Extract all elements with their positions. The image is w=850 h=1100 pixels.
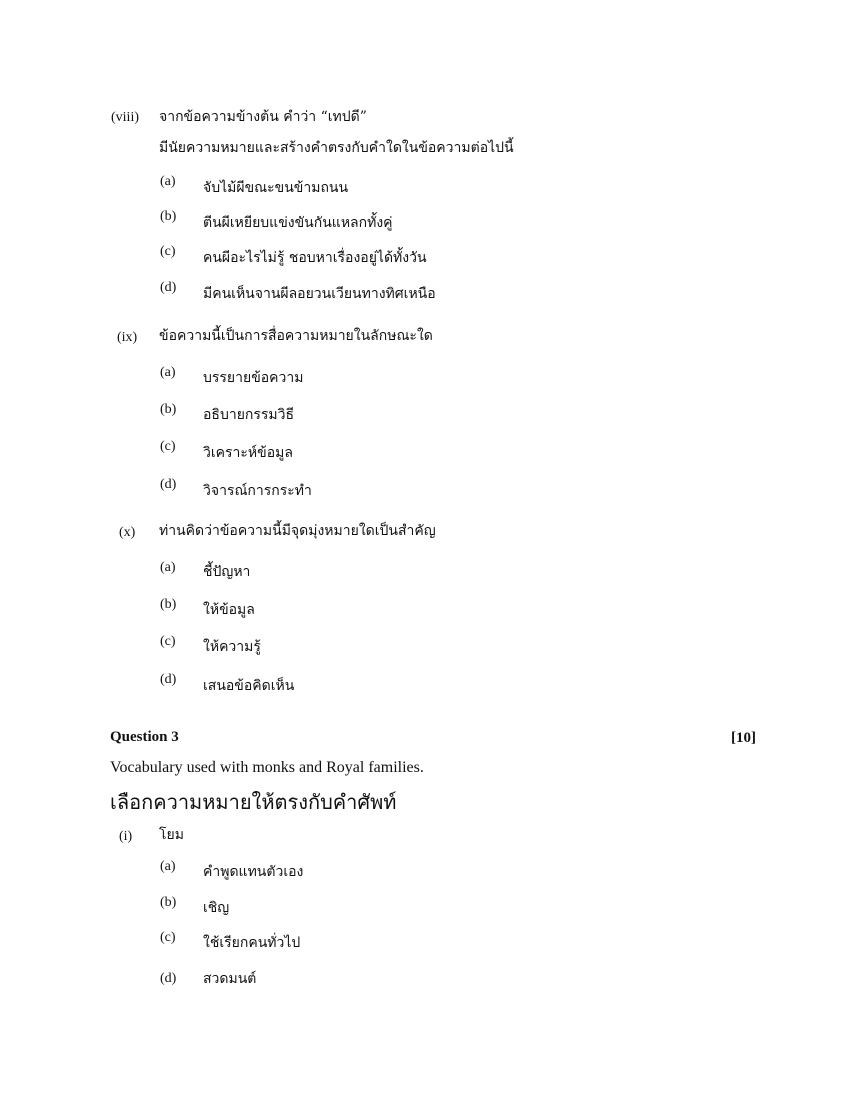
question-text: มีนัยความหมายและสร้างคำตรงกับคำใดในข้อความต่อไปนี้ [159,140,514,156]
option-label: (d) [160,971,177,986]
option-label: (c) [160,439,176,454]
option-text: ตีนผีเหยียบแข่งขันกันแหลกทั้งคู่ [203,215,393,231]
option-text: เชิญ [203,900,230,916]
option-text: ใช้เรียกคนทั่วไป [203,935,301,951]
option-label: (a) [160,174,176,189]
option-label: (c) [160,930,176,945]
question-number: (x) [119,525,136,540]
question-text: ข้อความนี้เป็นการสื่อความหมายในลักษณะใด [159,328,433,344]
option-text: คนผีอะไรไม่รู้ ชอบหาเรื่องอยู่ได้ทั้งวัน [203,250,427,266]
option-text: สวดมนต์ [203,971,257,987]
option-text: วิจารณ์การกระทำ [203,483,312,499]
option-label: (b) [160,209,177,224]
option-text: อธิบายกรรมวิธี [203,407,295,423]
option-label: (a) [160,859,176,874]
marks-badge: [10] [731,730,756,746]
question-number: (viii) [111,110,139,125]
option-label: (c) [160,244,176,259]
section-heading: เลือกความหมายให้ตรงกับคำศัพท์ [110,790,397,814]
question-number: (i) [119,829,133,844]
option-label: (c) [160,634,176,649]
option-text: บรรยายข้อความ [203,370,304,386]
option-label: (a) [160,365,176,380]
option-label: (b) [160,402,177,417]
option-text: มีคนเห็นจานผีลอยวนเวียนทางทิศเหนือ [203,286,436,302]
section-title: Question 3 [110,729,179,745]
option-label: (d) [160,672,177,687]
option-label: (d) [160,280,177,295]
option-label: (d) [160,477,177,492]
question-text: ท่านคิดว่าข้อความนี้มีจุดมุ่งหมายใดเป็นสำคัญ [159,523,436,539]
section-intro: Vocabulary used with monks and Royal families. [110,759,424,776]
option-label: (b) [160,895,177,910]
option-label: (b) [160,597,177,612]
option-text: ให้ความรู้ [203,639,261,655]
option-text: คำพูดแทนตัวเอง [203,864,304,880]
question-number: (ix) [117,330,138,345]
option-text: วิเคราะห์ข้อมูล [203,445,293,461]
option-text: ชี้ปัญหา [203,564,251,580]
option-text: เสนอข้อคิดเห็น [203,678,295,694]
option-text: จับไม้ผีขณะขนข้ามถนน [203,180,349,196]
option-label: (a) [160,560,176,575]
question-text: จากข้อความข้างต้น คำว่า “เทปดี” [159,109,367,125]
question-text: โยม [159,827,184,843]
option-text: ให้ข้อมูล [203,602,255,618]
